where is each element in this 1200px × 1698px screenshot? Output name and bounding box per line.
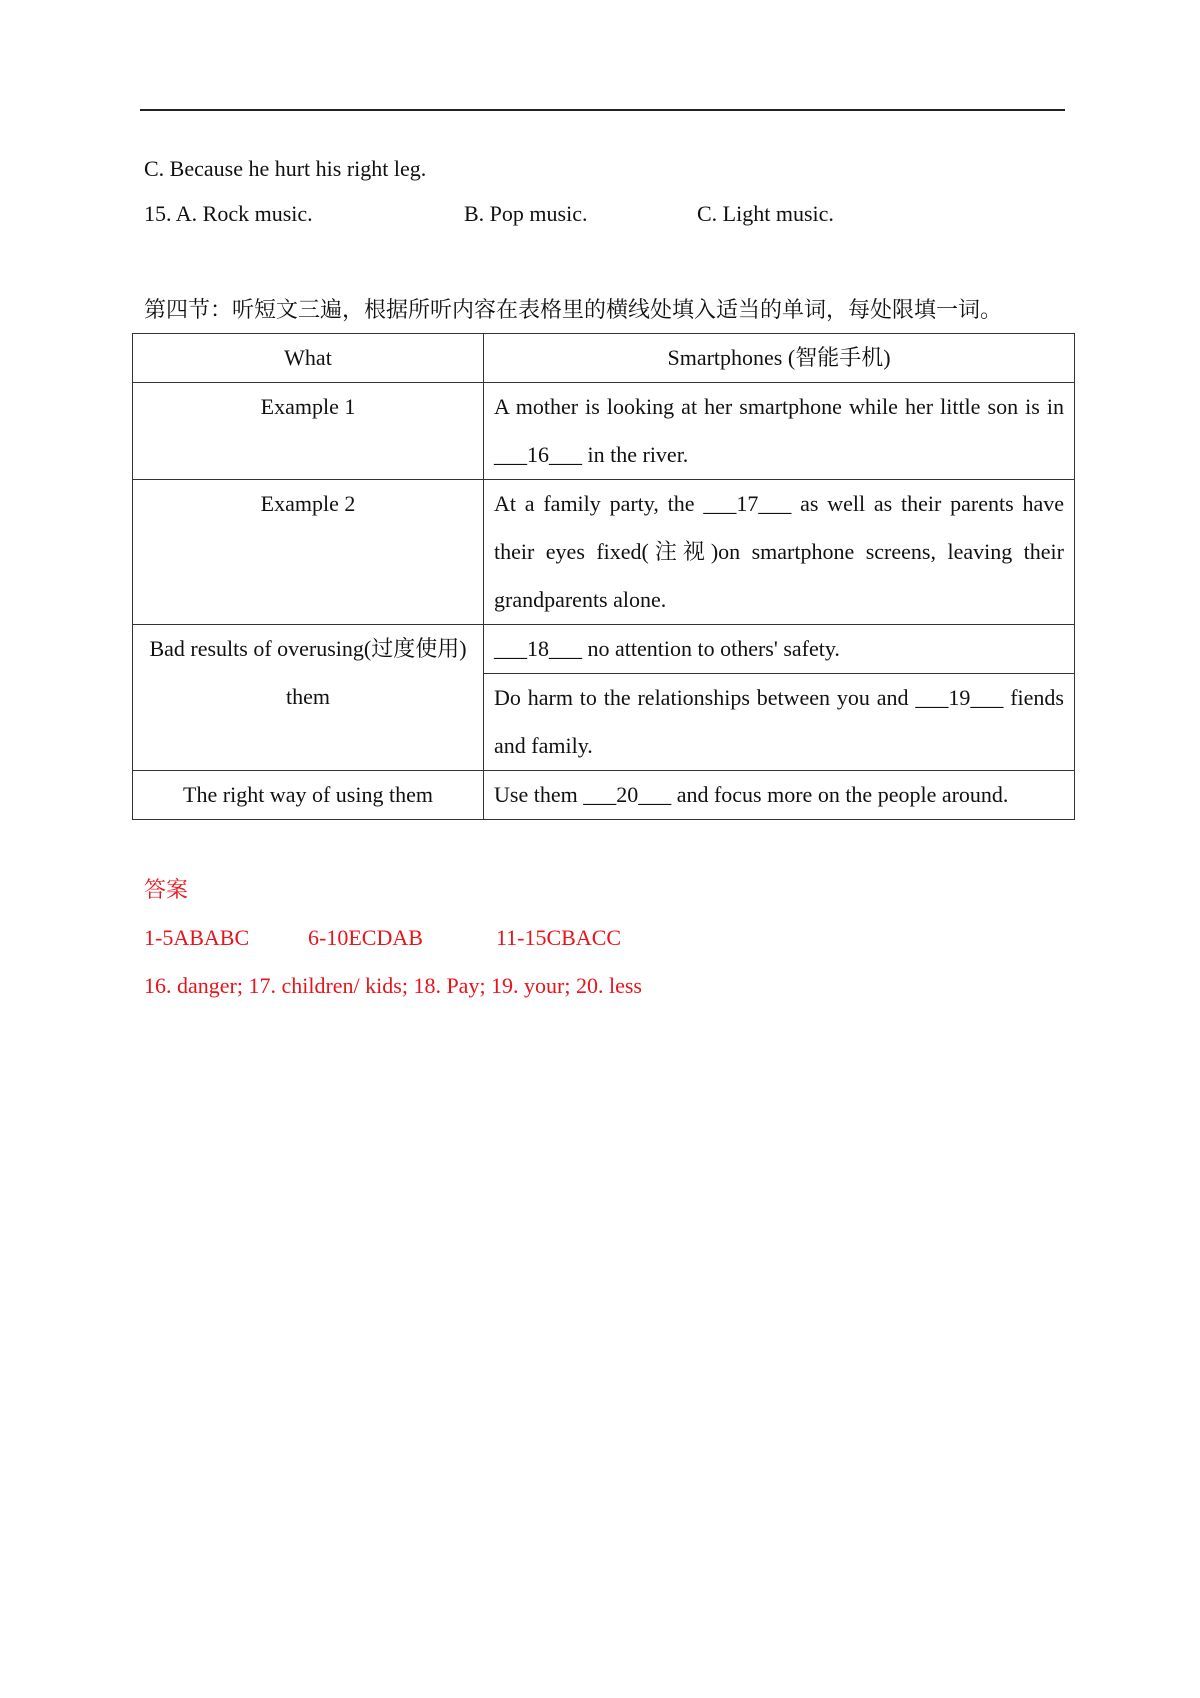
bad-result-1: ___18___ no attention to others' safety. [484, 625, 1075, 674]
bad-result-2: Do harm to the relationships between you and ___19___ fiends and family. [484, 674, 1075, 771]
header-what: What [133, 334, 484, 383]
example1-label: Example 1 [133, 383, 484, 480]
section4-instruction: 第四节：听短文三遍，根据所听内容在表格里的横线处填入适当的单词，每处限填一词。 [144, 297, 1003, 322]
q15-option-a: 15. A. Rock music. [144, 201, 313, 226]
table-row [133, 771, 1075, 820]
q14-option-c: C. Because he hurt his right leg. [144, 156, 427, 181]
q15-options [144, 200, 1044, 230]
table-row [133, 480, 1075, 625]
table-row [133, 383, 1075, 480]
example1-text: A mother is looking at her smartphone while her little son is in ___16___ in the river. [484, 383, 1075, 480]
example2-text: At a family party, the ___17___ as well as their parents have their eyes fixed(注视)on smartphone screens, leaving their grandparents alone. [484, 480, 1075, 625]
example2-label: Example 2 [133, 480, 484, 625]
header-smartphones: Smartphones (智能手机) [484, 334, 1075, 383]
right-way-text: Use them ___20___ and focus more on the people around. [484, 771, 1075, 820]
answers-fill-in: 16. danger; 17. children/ kids; 18. Pay; 19. your; 20. less [144, 973, 642, 998]
right-way-label: The right way of using them [133, 771, 484, 820]
answers-heading: 答案 [144, 877, 189, 902]
q15-option-b: B. Pop music. [464, 201, 588, 226]
header-rule [140, 109, 1065, 111]
fill-in-table [132, 333, 1075, 820]
q15-option-c: C. Light music. [697, 201, 834, 226]
answers-group-1: 1-5ABABC [144, 925, 250, 950]
table-header-row [133, 334, 1075, 383]
bad-results-label: Bad results of overusing(过度使用) them [133, 625, 484, 771]
answers-group-2: 6-10ECDAB [308, 925, 423, 950]
answers-group-3: 11-15CBACC [496, 925, 622, 950]
table-row [133, 625, 1075, 674]
